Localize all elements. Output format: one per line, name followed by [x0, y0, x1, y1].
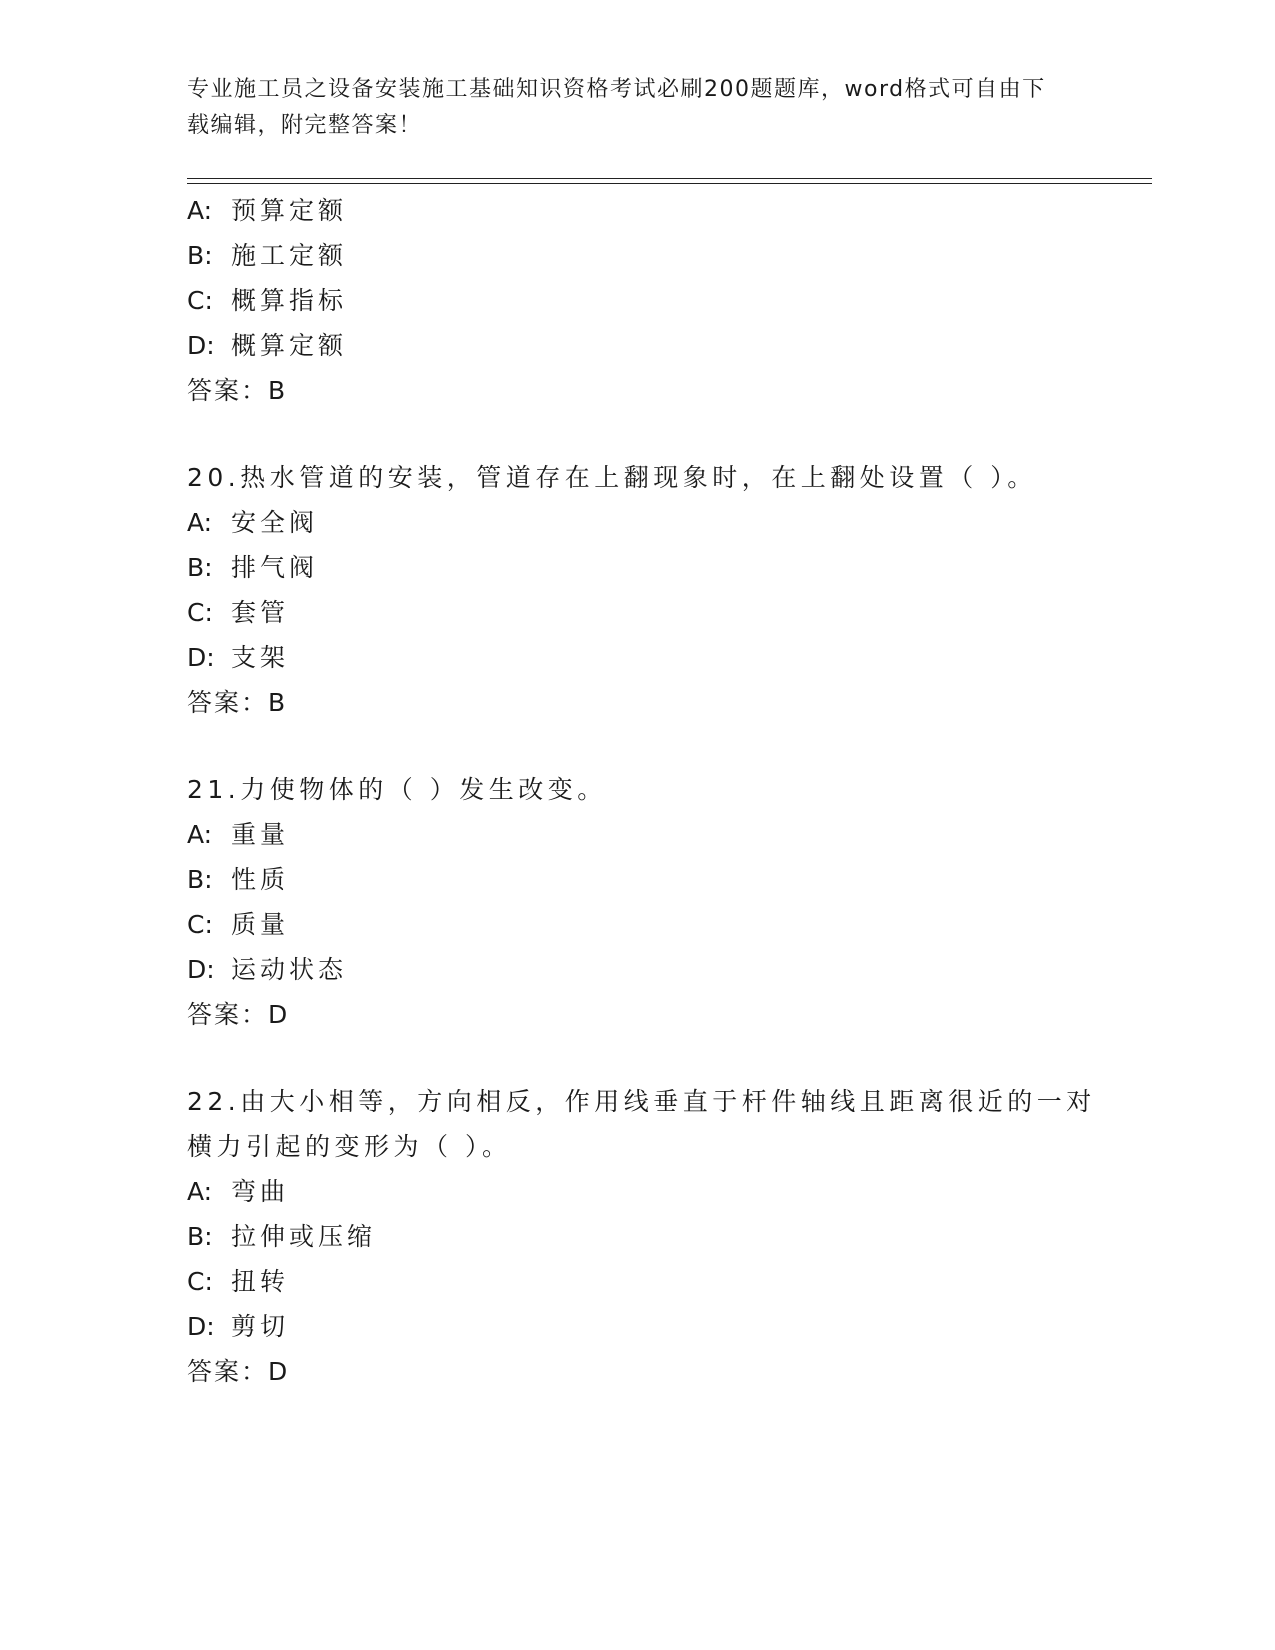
option-text: 扭转 — [231, 1267, 290, 1296]
option-label: A: — [187, 820, 213, 849]
option-text: 概算定额 — [231, 331, 348, 360]
option-a — [187, 505, 318, 541]
answer: 答案：B — [187, 688, 288, 717]
option-text: 排气阀 — [231, 553, 319, 582]
answer: 答案：D — [187, 1357, 290, 1386]
option-d — [187, 640, 289, 676]
option-b — [187, 238, 347, 274]
option-label: D: — [187, 643, 215, 672]
option-text: 预算定额 — [231, 196, 348, 225]
document-header: 专业施工员之设备安装施工基础知识资格考试必刷200题题库，word格式可自由下载编辑，附完整答案！ — [187, 77, 1046, 138]
option-a — [187, 1174, 289, 1210]
option-text: 安全阀 — [231, 508, 319, 537]
option-label: B: — [187, 553, 213, 582]
option-c — [187, 595, 289, 631]
option-label: D: — [187, 331, 215, 360]
question-stem: 20.热水管道的安装，管道存在上翻现象时，在上翻处设置（ ）。 — [187, 463, 1037, 492]
option-text: 重量 — [231, 820, 290, 849]
option-label: C: — [187, 598, 213, 627]
option-b — [187, 862, 289, 898]
option-label: B: — [187, 1222, 213, 1251]
option-d — [187, 328, 347, 364]
header-rule-bottom — [187, 183, 1152, 184]
option-text: 性质 — [231, 865, 290, 894]
option-text: 运动状态 — [231, 955, 348, 984]
option-text: 支架 — [231, 643, 290, 672]
option-label: A: — [187, 1177, 213, 1206]
question-stem: 21.力使物体的（ ）发生改变。 — [187, 775, 607, 804]
option-c — [187, 1264, 289, 1300]
option-text: 弯曲 — [231, 1177, 290, 1206]
option-label: D: — [187, 955, 215, 984]
option-d — [187, 952, 347, 988]
option-b — [187, 550, 318, 586]
option-c — [187, 907, 289, 943]
option-label: A: — [187, 196, 213, 225]
question-stem-continued: 横力引起的变形为（ ）。 — [187, 1132, 512, 1161]
option-text: 概算指标 — [231, 286, 348, 315]
option-a — [187, 193, 347, 229]
option-text: 拉伸或压缩 — [231, 1222, 377, 1251]
option-a — [187, 817, 289, 853]
option-label: C: — [187, 1267, 213, 1296]
option-text: 质量 — [231, 910, 290, 939]
header-rule-top — [187, 178, 1152, 179]
option-label: B: — [187, 241, 213, 270]
option-label: A: — [187, 508, 213, 537]
question-stem: 22.由大小相等，方向相反，作用线垂直于杆件轴线且距离很近的一对 — [187, 1087, 1096, 1116]
option-text: 剪切 — [231, 1312, 290, 1341]
option-b — [187, 1219, 376, 1255]
answer: 答案：B — [187, 376, 288, 405]
option-label: C: — [187, 910, 213, 939]
option-label: D: — [187, 1312, 215, 1341]
option-text: 套管 — [231, 598, 290, 627]
option-c — [187, 283, 347, 319]
option-text: 施工定额 — [231, 241, 348, 270]
option-d — [187, 1309, 289, 1345]
answer: 答案：D — [187, 1000, 290, 1029]
option-label: C: — [187, 286, 213, 315]
option-label: B: — [187, 865, 213, 894]
